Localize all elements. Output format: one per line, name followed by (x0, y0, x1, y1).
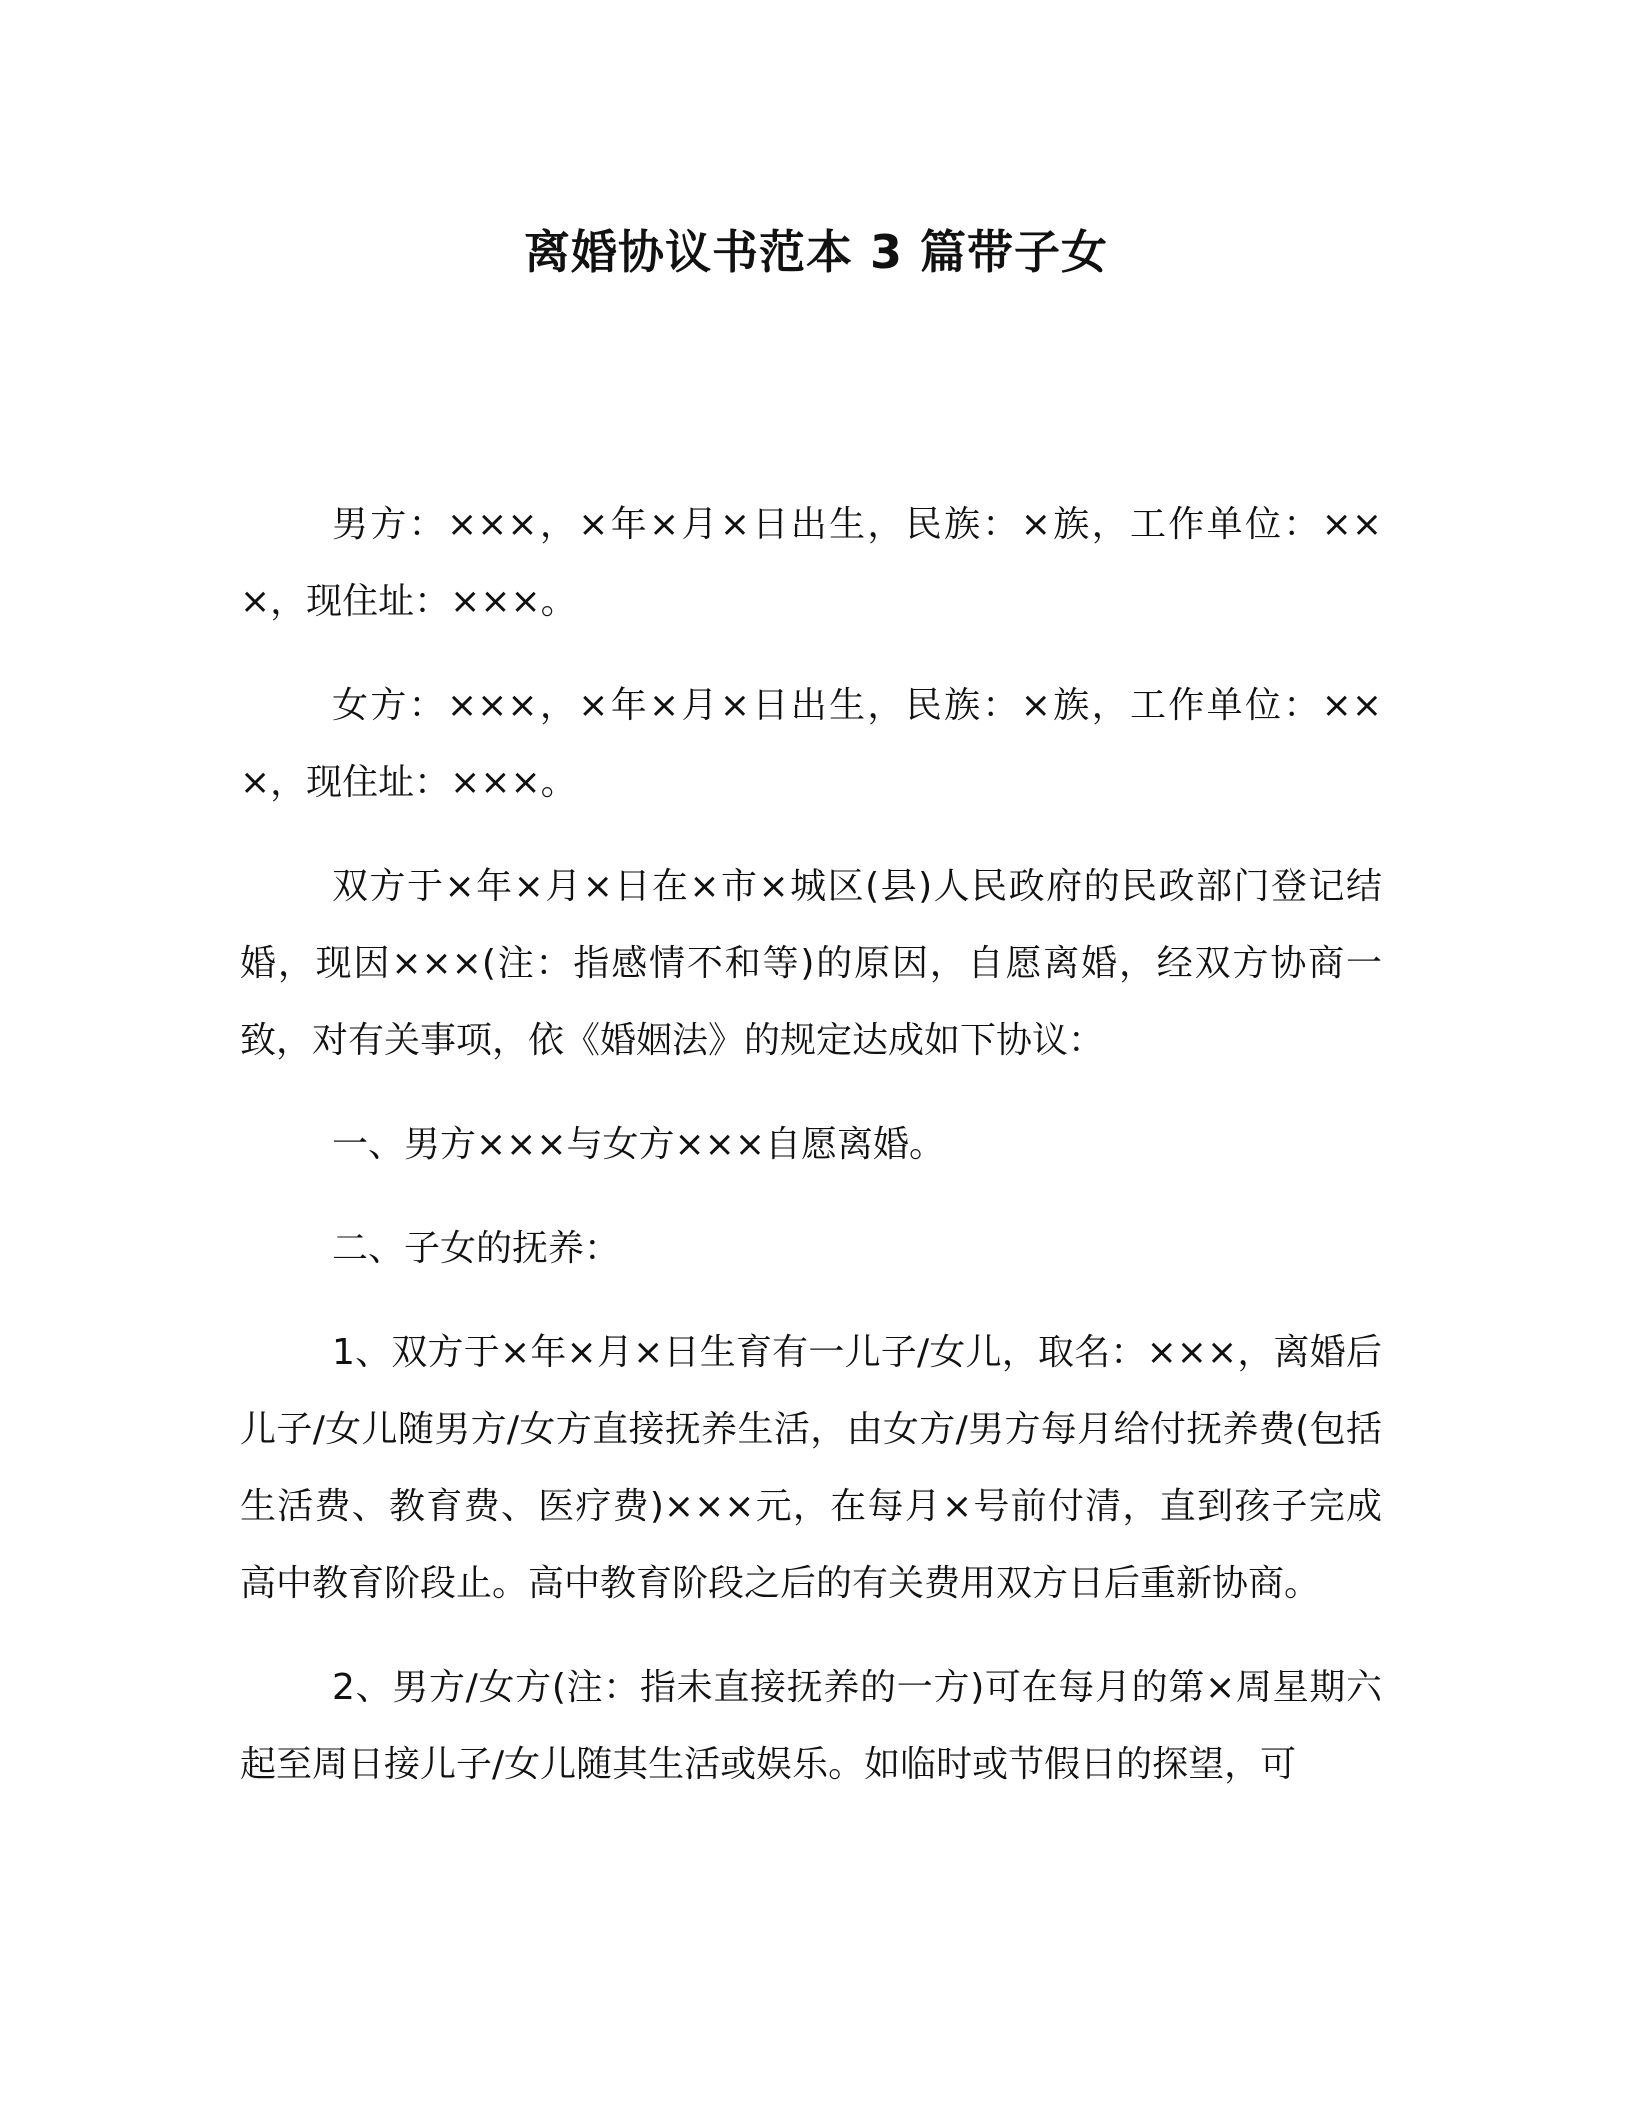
clause-1-divorce: 一、男方×××与女方×××自愿离婚。 (332, 1124, 945, 1165)
clause-2-1-child-support: 1、双方于×年×月×日生育有一儿子/女儿，取名：×××，离婚后儿子/女儿随男方/女方直接抚养生活，由女方/男方每月给付抚养费(包括生活费、教育费、医疗费)×××元，在每月×号前付清，直到孩子完成高中教育阶段止。高中教育阶段之后的有关费用双方日后重新协商。 (240, 1332, 1382, 1604)
clause-2-2-visitation: 2、男方/女方(注：指未直接抚养的一方)可在每月的第×周星期六起至周日接儿子/女儿随其生活或娱乐。如临时或节假日的探望，可 (240, 1667, 1382, 1785)
paragraph-man-info: 男方：×××，×年×月×日出生，民族：×族，工作单位：×××，现住址：×××。 (240, 504, 1382, 622)
clause-2-heading-child-custody: 二、子女的抚养： (332, 1228, 621, 1269)
paragraph-woman-info: 女方：×××，×年×月×日出生，民族：×族，工作单位：×××，现住址：×××。 (240, 685, 1382, 803)
document-title: 离婚协议书范本 3 篇带子女 (523, 225, 1109, 279)
paragraph-intro: 双方于×年×月×日在×市×城区(县)人民政府的民政部门登记结婚，现因×××(注：指感情不和等)的原因，自愿离婚，经双方协商一致，对有关事项，依《婚姻法》的规定达成如下协议： (240, 866, 1382, 1061)
document-body (240, 486, 1382, 1803)
